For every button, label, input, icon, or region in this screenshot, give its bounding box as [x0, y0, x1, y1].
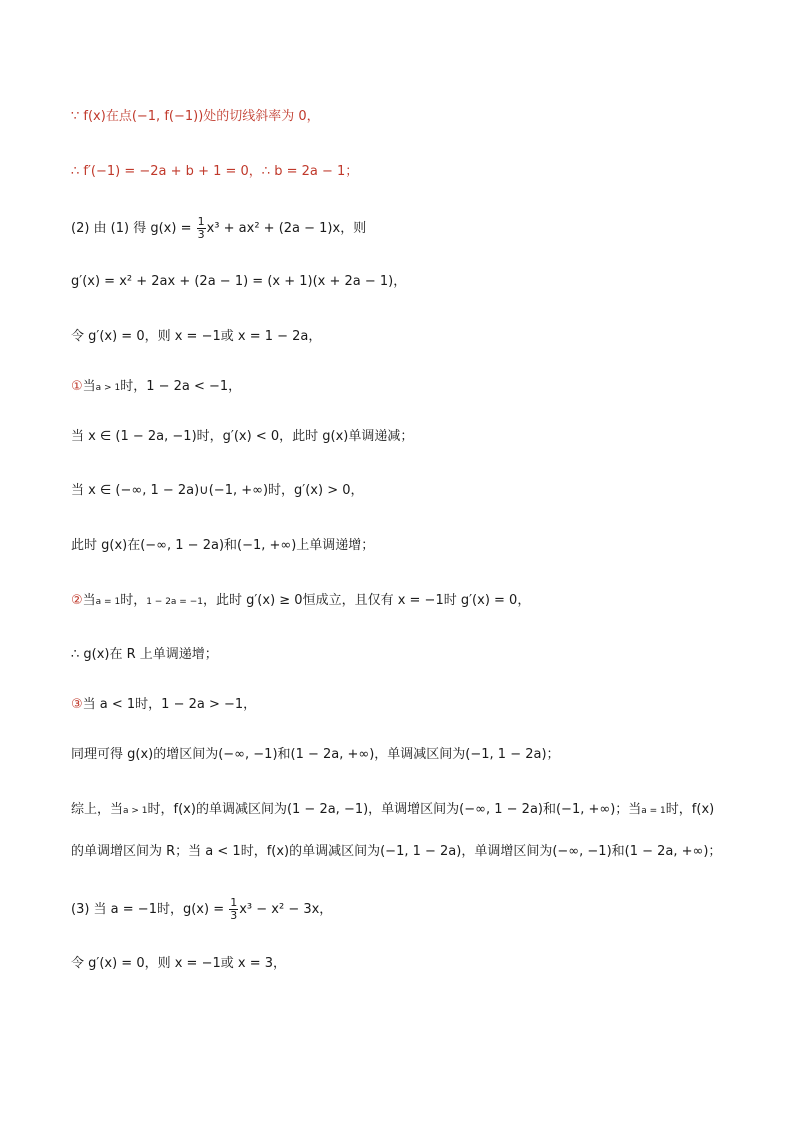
text-2: ∴ f′(−1) = −2a + b + 1 = 0，∴ b = 2a − 1； — [71, 164, 359, 179]
text-14-small-a: a > 1 — [123, 806, 148, 816]
fraction-denominator-2: 3 — [230, 909, 238, 922]
text-3b: x³ + ax² + (2a − 1)x，则 — [206, 221, 367, 236]
marker-3: ③ — [71, 697, 83, 712]
text-16b: x³ − x² − 3x， — [239, 902, 333, 917]
text-14-small-b: a = 1 — [641, 806, 666, 816]
text-5: 令 g′(x) = 0，则 x = −1或 x = 1 − 2a， — [71, 329, 322, 344]
fraction-numerator-2: 1 — [230, 896, 238, 909]
text-6b: 时，1 − 2a < −1， — [120, 379, 242, 394]
line-17 — [71, 954, 286, 974]
text-10-small-a: a = 1 — [95, 597, 121, 607]
text-9: 此时 g(x)在(−∞, 1 − 2a)和(−1, +∞)上单调递增； — [71, 538, 375, 553]
text-7: 当 x ∈ (1 − 2a, −1)时，g′(x) < 0，此时 g(x)单调递减； — [71, 429, 414, 444]
marker-1: ① — [71, 379, 83, 394]
text-14c: 时，f(x) — [665, 802, 715, 817]
text-11: ∴ g(x)在 R 上单调递增； — [71, 647, 218, 662]
fraction-numerator: 1 — [197, 215, 205, 228]
fraction-denominator: 3 — [197, 228, 205, 241]
text-10c: ，此时 g′(x) ≥ 0恒成立，且仅有 x = −1时 g′(x) = 0， — [202, 593, 531, 608]
line-13 — [71, 745, 560, 765]
line-2 — [71, 162, 358, 182]
line-1 — [71, 107, 320, 127]
text-3a: (2) 由 (1) 得 g(x) = — [71, 221, 196, 236]
text-8: 当 x ∈ (−∞, 1 − 2a)∪(−1, +∞)时，g′(x) > 0， — [71, 483, 364, 498]
line-11 — [71, 645, 218, 665]
fraction-one-third-2 — [229, 897, 238, 922]
fraction-one-third — [197, 216, 206, 241]
line-6 — [71, 377, 241, 398]
text-16a: (3) 当 a = −1时，g(x) = — [71, 902, 229, 917]
text-12: 当 a < 1时，1 − 2a > −1， — [82, 697, 257, 712]
line-7 — [71, 427, 413, 447]
text-10-small-b: 1 − 2a = −1 — [146, 597, 203, 607]
line-10 — [71, 591, 530, 612]
text-4: g′(x) = x² + 2ax + (2a − 1) = (x + 1)(x + 2a − 1)， — [71, 274, 407, 289]
text-13: 同理可得 g(x)的增区间为(−∞, −1)和(1 − 2a, +∞)，单调减区间为(−1, 1 − 2a)； — [71, 747, 560, 762]
text-14a: 综上，当 — [71, 802, 124, 817]
marker-2: ② — [71, 593, 83, 608]
text-6a: 当 — [82, 379, 96, 394]
line-15 — [71, 842, 721, 862]
text-6-small: a > 1 — [95, 383, 121, 393]
line-3 — [71, 216, 366, 241]
text-1: ∵ f(x)在点(−1, f(−1))处的切线斜率为 0， — [71, 109, 320, 124]
line-4 — [71, 272, 406, 292]
line-9 — [71, 536, 374, 556]
line-16 — [71, 897, 332, 922]
line-5 — [71, 327, 321, 347]
text-15: 的单调增区间为 R；当 a < 1时，f(x)的单调减区间为(−1, 1 − 2a)，单调增区间为(−∞, −1)和(1 − 2a, +∞)； — [71, 844, 722, 859]
text-10a: 当 — [82, 593, 96, 608]
line-12 — [71, 695, 256, 715]
text-14b: 时，f(x)的单调减区间为(1 − 2a, −1)，单调增区间为(−∞, 1 − 2a)和(−1, +∞)；当 — [147, 802, 642, 817]
text-10b: 时， — [120, 593, 147, 608]
line-14 — [71, 800, 714, 821]
text-17: 令 g′(x) = 0，则 x = −1或 x = 3， — [71, 956, 287, 971]
line-8 — [71, 481, 364, 501]
